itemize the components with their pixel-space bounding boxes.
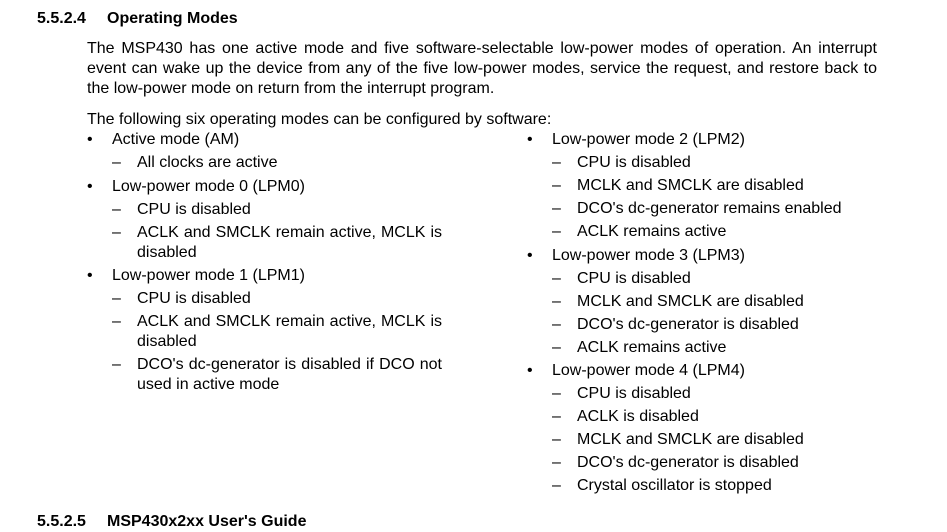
mode-item-text: MCLK and SMCLK are disabled [577, 431, 804, 448]
intro-paragraph: The MSP430 has one active mode and five software-selectable low-power modes of operation. An interrupt event can wake up the device from any of the five low-power modes, service the request, and restore back to the low-power mode on return from the interrupt program. [87, 40, 877, 97]
mode-item-text: Crystal oscillator is stopped [577, 477, 772, 494]
mode-item [552, 315, 872, 335]
dash: – [552, 408, 561, 425]
mode-title: Active mode (AM) [112, 131, 240, 148]
mode-item-text: DCO's dc-generator remains enabled [577, 200, 842, 217]
dash: – [112, 154, 121, 171]
mode-item-text: CPU is disabled [137, 200, 251, 218]
modes-column-right [527, 130, 872, 500]
section-number: 5.5.2.4 [37, 10, 86, 27]
mode-item-text: ACLK is disabled [577, 408, 699, 425]
mode-item-text: DCO's dc-generator is disabled [577, 315, 799, 333]
mode-item [112, 153, 442, 173]
mode-item [112, 312, 442, 352]
mode-item [552, 222, 872, 242]
dash: – [552, 477, 561, 494]
mode-item [552, 430, 872, 450]
dash: – [112, 200, 121, 218]
bullet: • [87, 177, 93, 195]
mode-item-text: ACLK remains active [577, 338, 727, 356]
mode-lpm4 [527, 361, 872, 496]
section-heading [37, 9, 238, 29]
mode-title: Low-power mode 4 (LPM4) [552, 362, 745, 379]
dash: – [112, 356, 121, 373]
dash: – [552, 315, 561, 333]
mode-title: Low-power mode 3 (LPM3) [552, 246, 745, 264]
mode-item-text: CPU is disabled [137, 290, 251, 307]
mode-item-text: MCLK and SMCLK are disabled [577, 177, 804, 194]
bullet: • [527, 362, 533, 379]
mode-lpm1 [87, 266, 442, 395]
lead-sentence: The following six operating modes can be configured by software: [87, 111, 552, 128]
mode-item-text: MCLK and SMCLK are disabled [577, 292, 804, 310]
mode-title: Low-power mode 1 (LPM1) [112, 267, 305, 284]
mode-item-text: ACLK and SMCLK remain active, MCLK is disabled [137, 313, 442, 350]
mode-item [552, 269, 872, 289]
dash: – [112, 313, 121, 330]
mode-item-text: ACLK and SMCLK remain active, MCLK is disabled [137, 223, 442, 261]
mode-item-text: CPU is disabled [577, 269, 691, 287]
section-title: Operating Modes [107, 10, 238, 27]
mode-item [552, 453, 872, 473]
mode-item-text: DCO's dc-generator is disabled if DCO not used in active mode [137, 356, 442, 393]
mode-item [112, 223, 442, 263]
mode-item-text: CPU is disabled [577, 154, 691, 171]
dash: – [112, 290, 121, 307]
dash: – [552, 269, 561, 287]
bullet: • [527, 246, 533, 264]
mode-item [112, 355, 442, 395]
mode-item [552, 176, 872, 196]
dash: – [552, 177, 561, 194]
mode-title: Low-power mode 2 (LPM2) [552, 131, 745, 148]
dash: – [552, 431, 561, 448]
bullet: • [87, 131, 93, 148]
next-section-heading [37, 512, 306, 532]
mode-lpm0 [87, 177, 442, 263]
next-section-title: MSP430x2xx User's Guide [107, 513, 307, 530]
mode-item [552, 407, 872, 427]
mode-item [552, 153, 872, 173]
mode-item-text: CPU is disabled [577, 385, 691, 402]
mode-item-text: ACLK remains active [577, 223, 727, 240]
mode-item-text: All clocks are active [137, 154, 278, 171]
dash: – [112, 223, 121, 241]
next-section-number: 5.5.2.5 [37, 513, 86, 530]
dash: – [552, 338, 561, 356]
mode-lpm2 [527, 130, 872, 242]
dash: – [552, 454, 561, 471]
dash: – [552, 292, 561, 310]
mode-item-text: DCO's dc-generator is disabled [577, 454, 799, 471]
bullet: • [527, 131, 533, 148]
bullet: • [87, 267, 93, 284]
mode-item [552, 338, 872, 358]
modes-column-left [87, 130, 442, 399]
mode-active [87, 130, 442, 173]
mode-item [552, 199, 872, 219]
mode-item [552, 476, 872, 496]
dash: – [552, 154, 561, 171]
mode-title: Low-power mode 0 (LPM0) [112, 177, 305, 195]
mode-item [552, 384, 872, 404]
dash: – [552, 385, 561, 402]
dash: – [552, 200, 561, 217]
mode-lpm3 [527, 246, 872, 358]
mode-item [112, 289, 442, 309]
mode-item [112, 200, 442, 220]
dash: – [552, 223, 561, 240]
mode-item [552, 292, 872, 312]
